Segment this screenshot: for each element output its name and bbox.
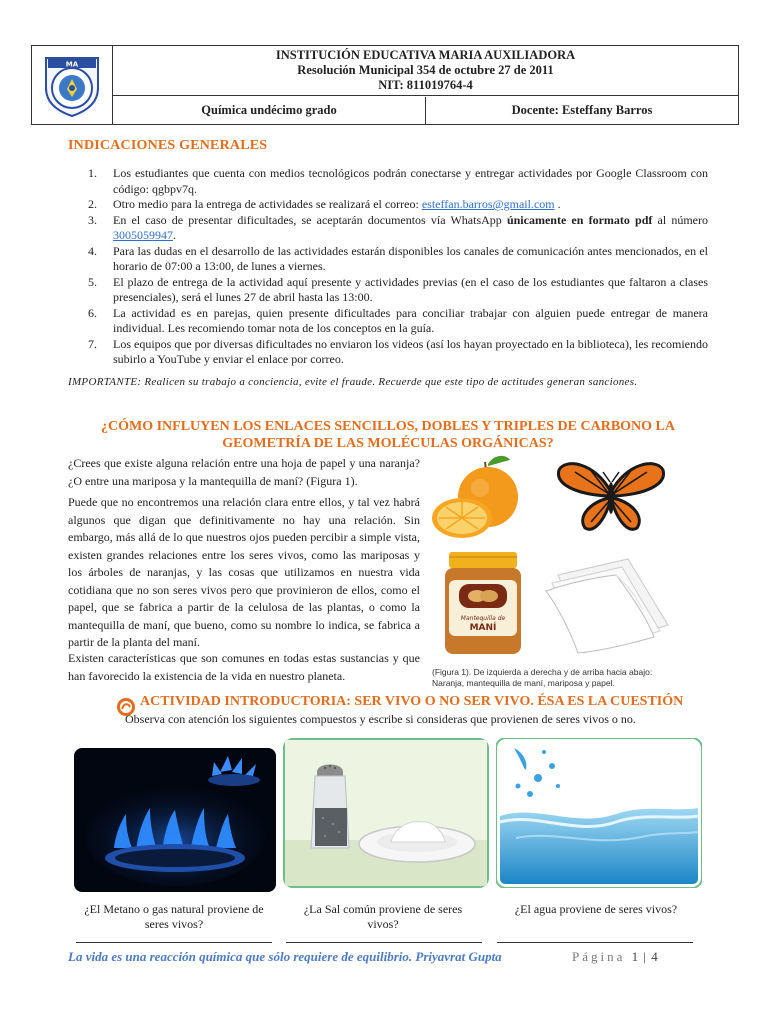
answer-line-methane[interactable] [76,942,272,943]
question-title: ¿CÓMO INFLUYEN LOS ENLACES SENCILLOS, DOBLES Y TRIPLES DE CARBONO LA GEOMETRÍA DE LAS MOLÉCULAS ORGÁNICAS? [101,419,675,451]
paragraph-1: ¿Crees que existe alguna relación entre una hoja de papel y una naranja? ¿O entre una mariposa y la mantequilla de maní? (Figura 1). [68,456,420,488]
phone-link[interactable]: 3005059947 [113,228,173,242]
nit-text: NIT: 811019764-4 [378,78,473,92]
subject-cell: Química undécimo grado [113,97,426,124]
page-indicator: Página 1 | 4 [572,949,659,964]
list-item: 2. Otro medio para la entrega de actividades se realizará el correo: esteffan.barros@gmail.com . [88,197,561,211]
svg-text:MA: MA [65,60,79,69]
general-indications-title: INDICACIONES GENERALES [68,138,268,153]
paragraph-2: Puede que no encontremos una relación clara entre ellos, y tal vez habrá algunos que digan que definitivamente no hay una relación. Sin embargo, más allá de lo que nuestros ojos pueden percibir a simple vista, existen grandes relaciones entre los seres vivos, como las mariposas y los árboles de naranjas, y las cosas que utilizamos en nuestra vida cotidiana que no son seres vivos pero que provinieron de ellos, como el papel, que se fabrica a partir de la celulosa de las plantas, o como la mantequilla de maní, que bueno, como su nombre lo indica, se fabrica a partir de la planta del maní. [68,495,420,649]
question-water: ¿El agua proviene de seres vivos? [514,902,678,916]
answer-line-salt[interactable] [286,942,482,943]
email-link[interactable]: esteffan.barros@gmail.com [421,197,555,211]
school-shield-icon [40,52,104,118]
paper-image [538,555,672,655]
question-salt: ¿La Sal común proviene de seres vivos? [303,902,463,931]
list-item: 7. Los equipos que por diversas dificultades no enviaron los videos (así los hayan proyectado en la biblioteca), les recomiendo subirlo a YouTube y enviar el enlace por correo. [88,336,708,366]
header-table [31,45,739,125]
orange-image [430,452,530,544]
important-note: IMPORTANTE: Realicen su trabajo a conciencia, evite el fraude. Recuerde que este tipo de actitudes generan sanciones. [68,376,638,388]
list-item: 4. Para las dudas en el desarrollo de las actividades estarán disponibles los canales de comunicación antes mencionados, en el horario de 07:00 a 13:00, de lunes a viernes. [88,243,708,273]
footer-quote: La vida es una reacción química que sólo requiere de equilibrio. Priyavrat Gupta [68,949,502,964]
list-item: 1. Los estudiantes que cuenta con medios tecnológicos podrán conectarse y entregar actividades por Google Classroom con código: qgbpv7q. [88,166,708,196]
question-methane: ¿El Metano o gas natural proviene de seres vivos? [84,902,264,931]
activity-title: ACTIVIDAD INTRODUCTORIA: SER VIVO O NO SER VIVO. ÉSA ES LA CUESTIÓN [140,694,684,709]
answer-line-water[interactable] [497,942,693,943]
list-item: 3. En el caso de presentar dificultades, se aceptarán documentos vía WhatsApp únicamente en formato pdf al número 3005059947. [88,212,709,242]
butterfly-image [555,458,667,534]
salt-image [285,740,487,886]
school-logo [32,46,113,124]
activity-subtitle: Observa con atención los siguientes compuestos y escribe si consideras que provienen de seres vivos o no. [125,712,636,726]
list-item: 5. El plazo de entrega de la actividad aquí presente y actividades previas (en el caso de los estudiantes que faltaron a clases presenciales), será el lunes 27 de abril hasta las 13:00. [88,274,708,304]
figure-caption: (Figura 1). De izquierda a derecha y de arriba hacia abajo: Naranja, mantequilla de maní, mariposa y papel. [432,667,653,688]
institution-name: INSTITUCIÓN EDUCATIVA MARIA AUXILIADORA [275,48,576,62]
teacher-cell: Docente: Esteffany Barros [511,103,653,117]
salt-image-frame [283,738,489,888]
header-title-cell [113,46,738,96]
svg-text:Mantequilla de: Mantequilla de [460,615,506,622]
water-image [496,738,702,888]
gas-flame-image [74,748,276,892]
paragraph-3: Existen características que son comunes en todas estas sustancias y que han favorecido la existencia de la vida en nuestro planeta. [68,651,420,683]
svg-text:MANÍ: MANÍ [469,623,497,633]
list-item: 6. La actividad es en parejas, quien presente dificultades para conciliar trabajar con alguien puede entregar de manera individual. Les recomiendo tomar nota de los conceptos en la guía. [88,305,708,335]
peanut-butter-jar-image [443,552,523,656]
resolution-text: Resolución Municipal 354 de octubre 27 de 2011 [297,63,554,77]
page-number: 1 | 4 [631,949,659,964]
instructions-list [68,166,708,368]
